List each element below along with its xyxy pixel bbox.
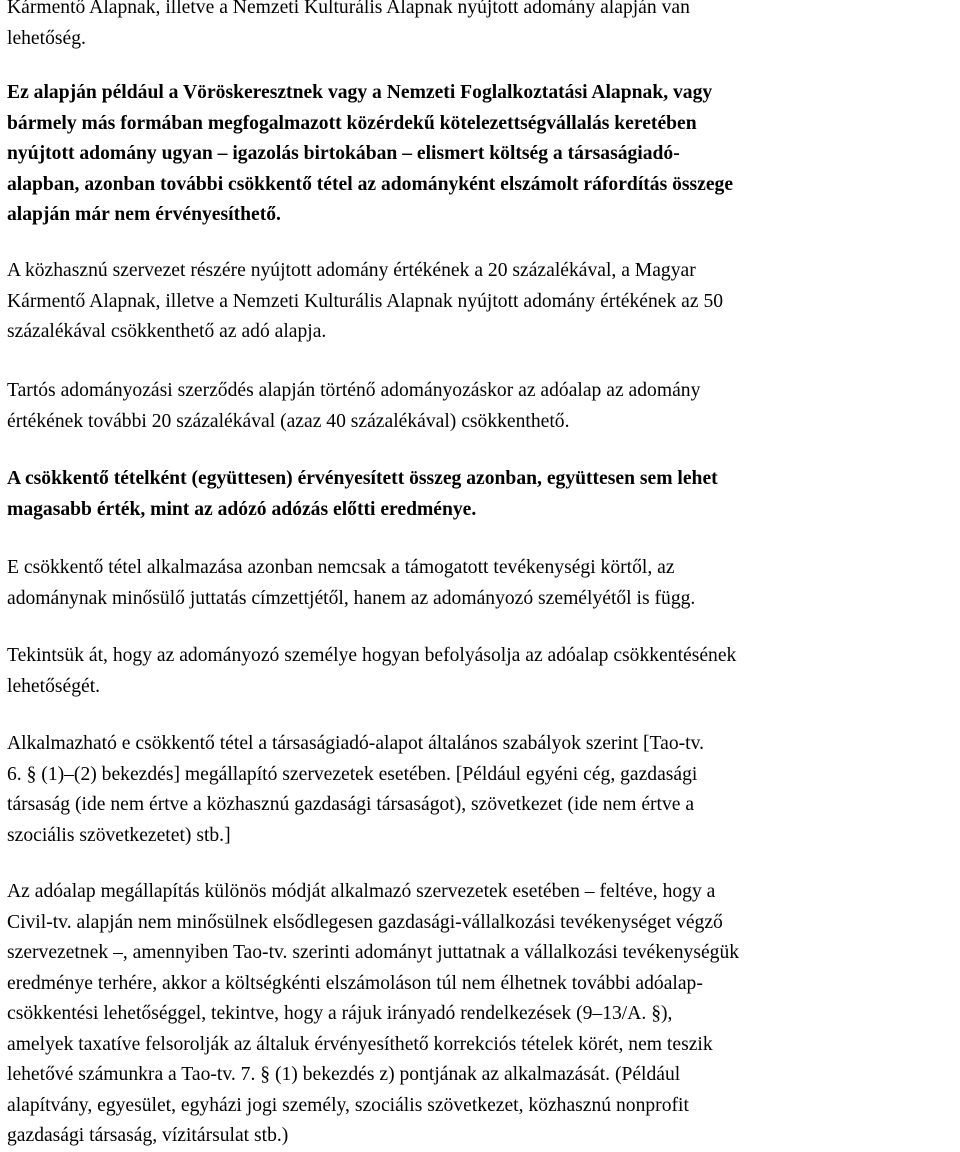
text-line: 6. § (1)–(2) bekezdés] megállapító szervezetek esetében. [Például egyéni cég, gazdasági (7, 763, 698, 785)
text-line: nyújtott adomány ugyan – igazolás birtokában – elismert költség a társaságiadó- (7, 143, 680, 164)
paragraph-cap-rule (7, 464, 718, 525)
text-line: Ez alapján például a Vöröskeresztnek vagy a Nemzeti Foglalkoztatási Alapnak, vagy (7, 82, 713, 103)
text-line: gazdasági társaság, vízitársulat stb.) (7, 1125, 289, 1146)
text-line: Kármentő Alapnak, illetve a Nemzeti Kulturális Alapnak nyújtott adomány alapján van (7, 0, 690, 18)
text-line: százalékával csökkenthető az adó alapja. (7, 321, 327, 342)
paragraph-public-benefit-donation (7, 256, 723, 348)
paragraph-long-term-donation (7, 376, 700, 437)
paragraph-dependency (7, 553, 695, 614)
text-line: magasabb érték, mint az adózó adózás előtti eredménye. (7, 498, 477, 520)
text-line: A csökkentő tételként (együttesen) érvényesített összeg azonban, együttesen sem lehet (7, 468, 718, 489)
text-line: lehetőség. (7, 27, 86, 49)
text-line: szervezetnek –, amennyiben Tao-tv. szerinti adományt juttatnak a vállalkozási tevékenységük (7, 942, 740, 963)
text-line: alapban, azonban további csökkentő tétel az adományként elszámolt ráfordítás összege (7, 173, 734, 195)
text-line: Tekintsük át, hogy az adományozó személye hogyan befolyásolja az adóalap csökkentésének (7, 645, 737, 666)
text-line: Kármentő Alapnak, illetve a Nemzeti Kulturális Alapnak nyújtott adomány értékének az 50 (7, 290, 724, 312)
text-line: Civil-tv. alapján nem minősülnek elsődlegesen gazdasági-vállalkozási tevékenységet végző (7, 911, 723, 933)
text-line: alapján már nem érvényesíthető. (7, 204, 281, 225)
text-line: lehetőségét. (7, 675, 101, 697)
text-line: értékének további 20 százalékával (azaz 40 százalékával) csökkenthető. (7, 410, 570, 432)
text-line: amelyek taxatíve felsorolják az általuk érvényesíthető korrekciós tételek körét, nem teszik (7, 1033, 713, 1055)
text-line: adománynak minősülő juttatás címzettjétől, hanem az adományozó személyétől is függ. (7, 587, 696, 609)
text-line: Az adóalap megállapítás különös módját alkalmazó szervezetek esetében – feltéve, hogy a (7, 881, 716, 902)
text-line: E csökkentő tétel alkalmazása azonban nemcsak a támogatott tevékenységi körtől, az (7, 557, 675, 578)
text-line: alapítvány, egyesület, egyházi jogi személy, szociális szövetkezet, közhasznú nonprofit (7, 1094, 689, 1116)
paragraph-special-method (7, 877, 739, 1152)
text-line: bármely más formában megfogalmazott közérdekű kötelezettségvállalás keretében (7, 112, 697, 134)
paragraph-example-warning (7, 78, 733, 231)
paragraph-overview (7, 641, 736, 702)
text-line: Alkalmazható e csökkentő tétel a társaságiadó-alapot általános szabályok szerint [Tao-tv. (7, 733, 705, 754)
text-line: társaság (ide nem értve a közhasznú gazdasági társaságot), szövetkezet (ide nem értve a (7, 794, 695, 815)
paragraph-general-rules (7, 729, 704, 851)
text-line: lehetővé számunkra a Tao-tv. 7. § (1) bekezdés z) pontjának az alkalmazását. (Például (7, 1064, 681, 1085)
paragraph-intro-fragment (7, 0, 690, 54)
text-line: csökkentési lehetőséggel, tekintve, hogy a rájuk irányadó rendelkezések (9–13/A. §), (7, 1003, 673, 1024)
text-line: eredménye terhére, akkor a költségkénti elszámoláson túl nem élhetnek további adóalap- (7, 972, 703, 994)
text-line: Tartós adományozási szerződés alapján történő adományozáskor az adóalap az adomány (7, 380, 701, 401)
text-line: A közhasznú szervezet részére nyújtott adomány értékének a 20 százalékával, a Magyar (7, 260, 696, 281)
text-line: szociális szövetkezetet) stb.] (7, 824, 231, 846)
